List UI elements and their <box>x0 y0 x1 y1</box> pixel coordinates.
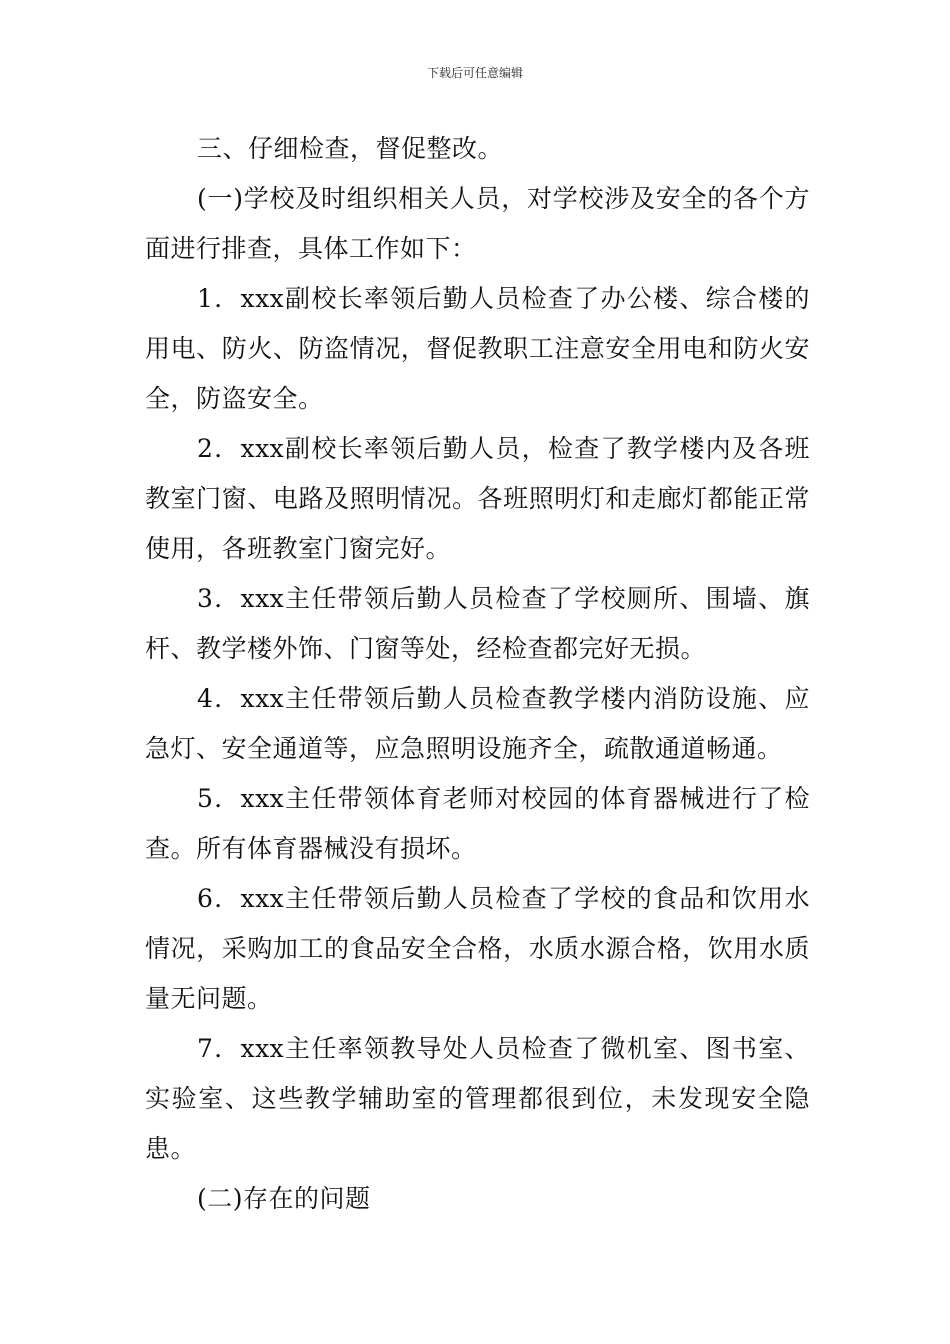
subsection-heading-problems: (二)存在的问题 <box>197 1184 371 1213</box>
section-heading: 三、仔细检查，督促整改。 <box>197 134 504 163</box>
list-item-6: 6．xxx主任带领后勤人员检查了学校的食品和饮用水情况，采购加工的食品安全合格，水质水源合格，饮用水质量无问题。 <box>145 884 810 1013</box>
list-item-1: 1．xxx副校长率领后勤人员检查了办公楼、综合楼的用电、防火、防盗情况，督促教职工注意安全用电和防火安全，防盗安全。 <box>145 284 810 413</box>
list-item-2: 2．xxx副校长率领后勤人员，检查了教学楼内及各班教室门窗、电路及照明情况。各班照明灯和走廊灯都能正常使用，各班教室门窗完好。 <box>145 434 810 563</box>
list-item-3: 3．xxx主任带领后勤人员检查了学校厕所、围墙、旗杆、教学楼外饰、门窗等处，经检查都完好无损。 <box>145 584 810 663</box>
list-item-5: 5．xxx主任带领体育老师对校园的体育器械进行了检查。所有体育器械没有损坏。 <box>145 784 810 863</box>
list-item-7: 7．xxx主任率领教导处人员检查了微机室、图书室、实验室、这些教学辅助室的管理都很到位，未发现安全隐患。 <box>145 1034 810 1163</box>
subsection-intro: (一)学校及时组织相关人员，对学校涉及安全的各个方面进行排查，具体工作如下： <box>145 184 810 263</box>
document-body <box>145 124 810 1224</box>
page-header-note: 下载后可任意编辑 <box>426 66 523 80</box>
list-item-4: 4．xxx主任带领后勤人员检查教学楼内消防设施、应急灯、安全通道等，应急照明设施齐全，疏散通道畅通。 <box>145 684 810 763</box>
